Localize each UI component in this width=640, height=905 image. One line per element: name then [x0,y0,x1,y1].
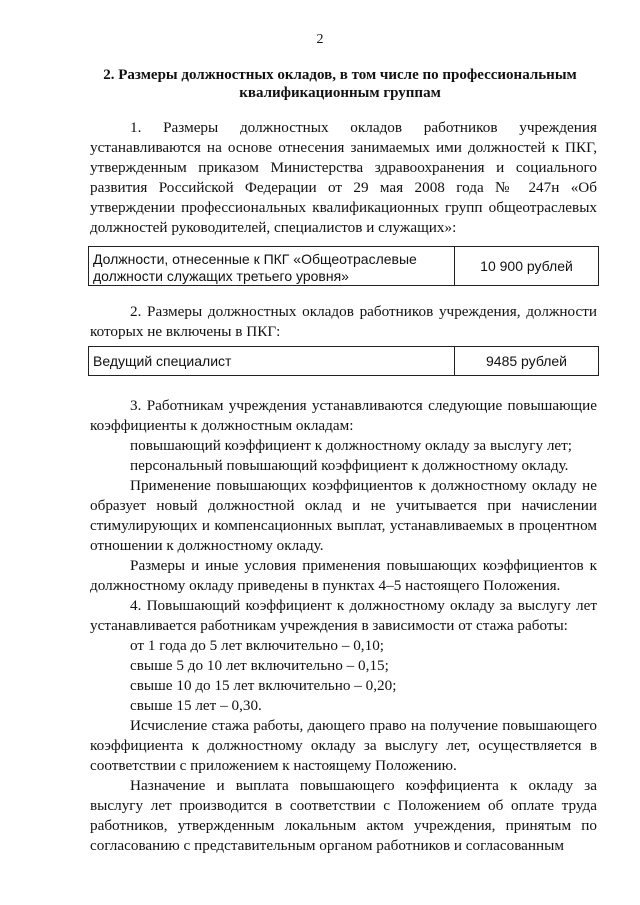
table-2-position: Ведущий специалист [89,347,455,375]
paragraph-3: 3. Работникам учреждения устанавливаются следующие повышающие коэффициенты к должностным окладам: [90,397,597,434]
salary-table-2 [88,346,599,376]
paragraph-4-calculation: Исчисление стажа работы, дающего право на получение повышающего коэффициента к должностному окладу за выслугу лет, осуществляется в соответствии с приложением к настоящему Положению. [90,717,597,774]
paragraph-1: 1. Размеры должностных окладов работников учреждения устанавливаются на основе отнесения занимаемых ими должностей к ПКГ, утвержденным приказом Министерства здравоохранения и социального развития Российской Федерации от 29 мая 2008 года № 247н «Об утверждении профессиональных квалификационных групп общеотраслевых должностей руководителей, специалистов и служащих»: [90,119,597,236]
paragraph-2: 2. Размеры должностных окладов работников учреждения, должности которых не включены в ПКГ: [90,303,597,340]
list-item: от 1 года до 5 лет включительно – 0,10; [130,637,385,654]
list-item: повышающий коэффициент к должностному окладу за выслугу лет; [130,437,573,454]
paragraph-3-application: Применение повышающих коэффициентов к должностному окладу не образует новый должностной оклад и не учитывается при начислении стимулирующих и компенсационных выплат, устанавливаемых в процентном отношении к должностному окладу. [90,477,597,554]
table-2-salary: 9485 рублей [486,352,567,369]
table-1-salary: 10 900 рублей [480,257,573,274]
section-title: 2. Размеры должностных окладов, в том числе по профессиональным квалификационным группам [103,67,577,101]
page-number: 2 [316,32,324,47]
list-item: свыше 10 до 15 лет включительно – 0,20; [130,677,397,694]
salary-table-1 [88,246,599,286]
paragraph-4: 4. Повышающий коэффициент к должностному окладу за выслугу лет устанавливается работникам учреждения в зависимости от стажа работы: [90,597,597,634]
paragraph-3-sizes: Размеры и иные условия применения повышающих коэффициентов к должностному окладу приведены в пунктах 4–5 настоящего Положения. [90,557,597,594]
list-item: свыше 15 лет – 0,30. [130,697,262,714]
list-item: персональный повышающий коэффициент к должностному окладу. [130,457,569,474]
paragraph-4-assignment: Назначение и выплата повышающего коэффициента к окладу за выслугу лет производится в соответствии с Положением об оплате труда работников, утвержденным локальным актом учреждения, принятым по согласованию с представительным органом работников и согласованным [90,777,597,854]
list-item: свыше 5 до 10 лет включительно – 0,15; [130,657,389,674]
table-1-position: Должности, отнесенные к ПКГ «Общеотраслевые должности служащих третьего уровня» [89,247,455,285]
